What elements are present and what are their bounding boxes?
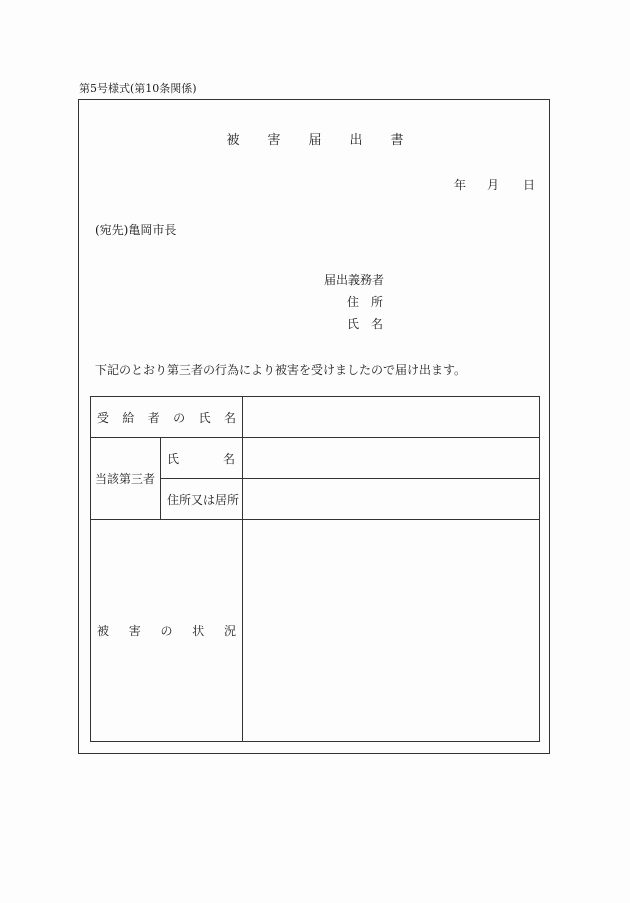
third-party-name-field[interactable] <box>243 438 540 479</box>
date-year-label: 年 <box>454 178 467 192</box>
title-char: 届 <box>308 133 322 148</box>
title-char: 害 <box>267 133 281 148</box>
title-char: 書 <box>390 133 404 148</box>
third-party-name-label-cell <box>161 438 243 479</box>
damage-status-field[interactable] <box>243 520 540 742</box>
label-char: の <box>173 410 186 425</box>
form-number-label: 第5号様式(第10条関係) <box>79 82 197 95</box>
label-char: 名 <box>222 451 235 466</box>
recipient-name-label <box>91 409 242 426</box>
third-party-address-field[interactable] <box>243 479 540 520</box>
damage-status-label <box>91 622 242 639</box>
third-party-address-label: 住所又は居所 <box>167 492 240 507</box>
name-char: 名 <box>371 317 384 331</box>
third-party-name-label <box>161 450 242 467</box>
label-char: 受 <box>97 410 110 425</box>
document-title <box>0 129 630 148</box>
label-char: 況 <box>223 624 236 638</box>
details-table <box>90 396 540 742</box>
table-row <box>91 438 540 479</box>
label-char: の <box>160 624 173 638</box>
label-char: 氏 <box>198 410 211 425</box>
third-party-address-label-cell <box>161 479 243 520</box>
label-char: 害 <box>128 624 141 638</box>
title-char: 被 <box>226 133 240 148</box>
label-char: 者 <box>147 410 160 425</box>
damage-status-label-cell <box>91 520 243 742</box>
label-char: 給 <box>122 410 135 425</box>
label-char: 状 <box>192 624 205 638</box>
addressee: (宛先)亀岡市長 <box>95 223 177 237</box>
notifier-address-label <box>347 293 383 310</box>
statement-text: 下記のとおり第三者の行為により被害を受けましたので届け出ます。 <box>95 363 467 377</box>
address-char: 所 <box>371 295 384 309</box>
table-row <box>91 520 540 742</box>
notifier-name-label <box>347 315 383 332</box>
recipient-name-label-cell <box>91 397 243 438</box>
date-day-label: 日 <box>523 178 536 192</box>
label-char: 名 <box>223 410 236 425</box>
third-party-label: 当該第三者 <box>95 472 156 486</box>
notifier-role-label: 届出義務者 <box>324 273 385 287</box>
third-party-label-cell <box>91 438 161 520</box>
address-char: 住 <box>347 295 360 309</box>
label-char: 被 <box>97 624 110 638</box>
name-char: 氏 <box>347 317 360 331</box>
title-char: 出 <box>349 133 363 148</box>
recipient-name-field[interactable] <box>243 397 540 438</box>
table-row <box>91 397 540 438</box>
label-char: 氏 <box>167 451 180 466</box>
date-month-label: 月 <box>487 178 500 192</box>
